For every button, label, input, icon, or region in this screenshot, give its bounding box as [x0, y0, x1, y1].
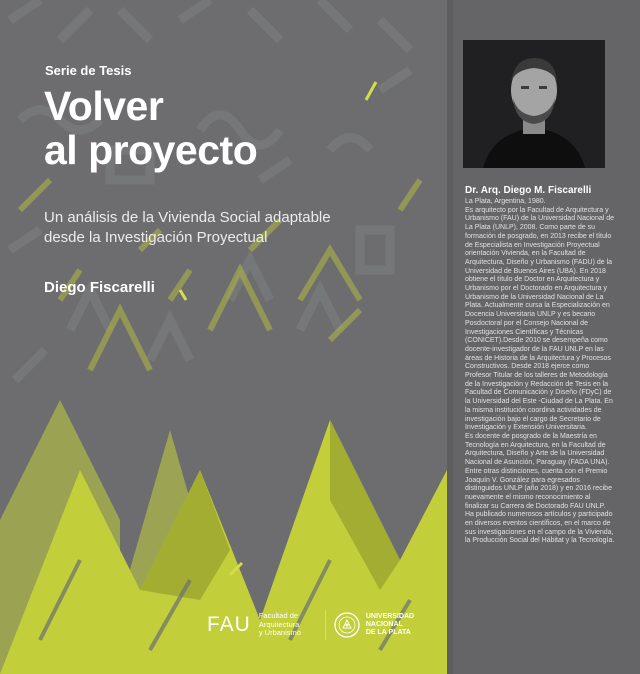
bio-paragraph-1: La Plata, Argentina, 1980. — [465, 198, 546, 205]
portrait-drawing — [463, 40, 605, 168]
author-biography — [465, 198, 615, 546]
author-name: Diego Fiscarelli — [44, 279, 155, 296]
title-line-2: al proyecto — [44, 127, 258, 173]
fau-logo: FAU — [207, 613, 251, 636]
unlp-line-3: DE LA PLATA — [365, 629, 411, 636]
bio-paragraph-2: Es arquitecto por la Facultad de Arquitectura y Urbanismo (FAU) de la Universidad Nacional de La Plata (UNLP), 2008. Como parte de su formación de posgrado, en 2013 recibe el título de Especialista en Investigación Proyectual orientación Vivienda, en la Facultad de Arquitectura, Diseño y Urbanismo (FADU) de la Universidad de Buenos Aires (UBA). En 2018 obtiene el título de Doctor en Arquitectura y Urbanismo por el Doctorado en Arquitectura y Urbanismo de la Universidad Nacional de La Plata. Actualmente cursa la Especialización en Docencia Universitaria UNLP y es becario Posdoctoral por el Consejo Nacional de Investigaciones Científicas y Técnicas (CONICET).Desde 2010 se desempeña como docente-investigador de la FAU UNLP en las áreas de Historia de la Arquitectura y Procesos Constructivos. Desde 2018 ejerce como Profesor Titular de los talleres de Metodología de la Investigación y Redacción de Tesis en la Facultad de Comunicación y Diseño (FDyC) de la Universidad del Este -Ciudad de La Plata. En la misma institución coordina actividades de investigación bajo el cargo de Secretario de Investigación y Extensión Universitaria. — [465, 206, 615, 432]
fau-line-3: y Urbanismo — [258, 628, 301, 638]
fau-name — [259, 612, 319, 638]
bio-author-name: Dr. Arq. Diego M. Fiscarelli — [465, 185, 592, 196]
author-portrait — [463, 40, 605, 168]
fau-line-1: Facultad de — [258, 611, 299, 621]
publisher-logos — [207, 607, 416, 643]
bio-paragraph-4: Entre otras distinciones, cuenta con el Premio Joaquín V. González para egresados distinguidos UNLP (año 2018) y en 2016 recibe nuevamente el mismo reconocimiento al finalizar su Carrera de Doctorado FAU UNLP. Ha publicado numerosos artículos y participado en diversos eventos científicos, en el marco de sus investigaciones en el campo de la Vivienda, la Producción Social del Hábitat y la Tecnología. — [465, 467, 615, 545]
university-seal-icon — [334, 612, 360, 638]
title-line-1: Volver — [44, 83, 164, 129]
bio-paragraph-3: Es docente de posgrado de la Maestría en Tecnología en Arquitectura, en la Facultad de Arquitectura, Diseño y Arte de la Universidad Nacional de Asunción, Paraguay (FADA UNA). — [465, 432, 610, 467]
unlp-line-1: UNIVERSIDAD — [365, 613, 415, 620]
logo-divider — [325, 610, 326, 640]
fau-line-2: Arquitectura — [258, 619, 300, 629]
book-subtitle — [44, 208, 414, 248]
subtitle-line-2: desde la Investigación Proyectual — [44, 229, 268, 246]
subtitle-line-1: Un análisis de la Vivienda Social adaptable — [44, 209, 331, 226]
book-title — [44, 84, 257, 172]
unlp-name — [366, 613, 416, 637]
series-label: Serie de Tesis — [45, 63, 132, 78]
unlp-line-2: NACIONAL — [365, 621, 403, 628]
